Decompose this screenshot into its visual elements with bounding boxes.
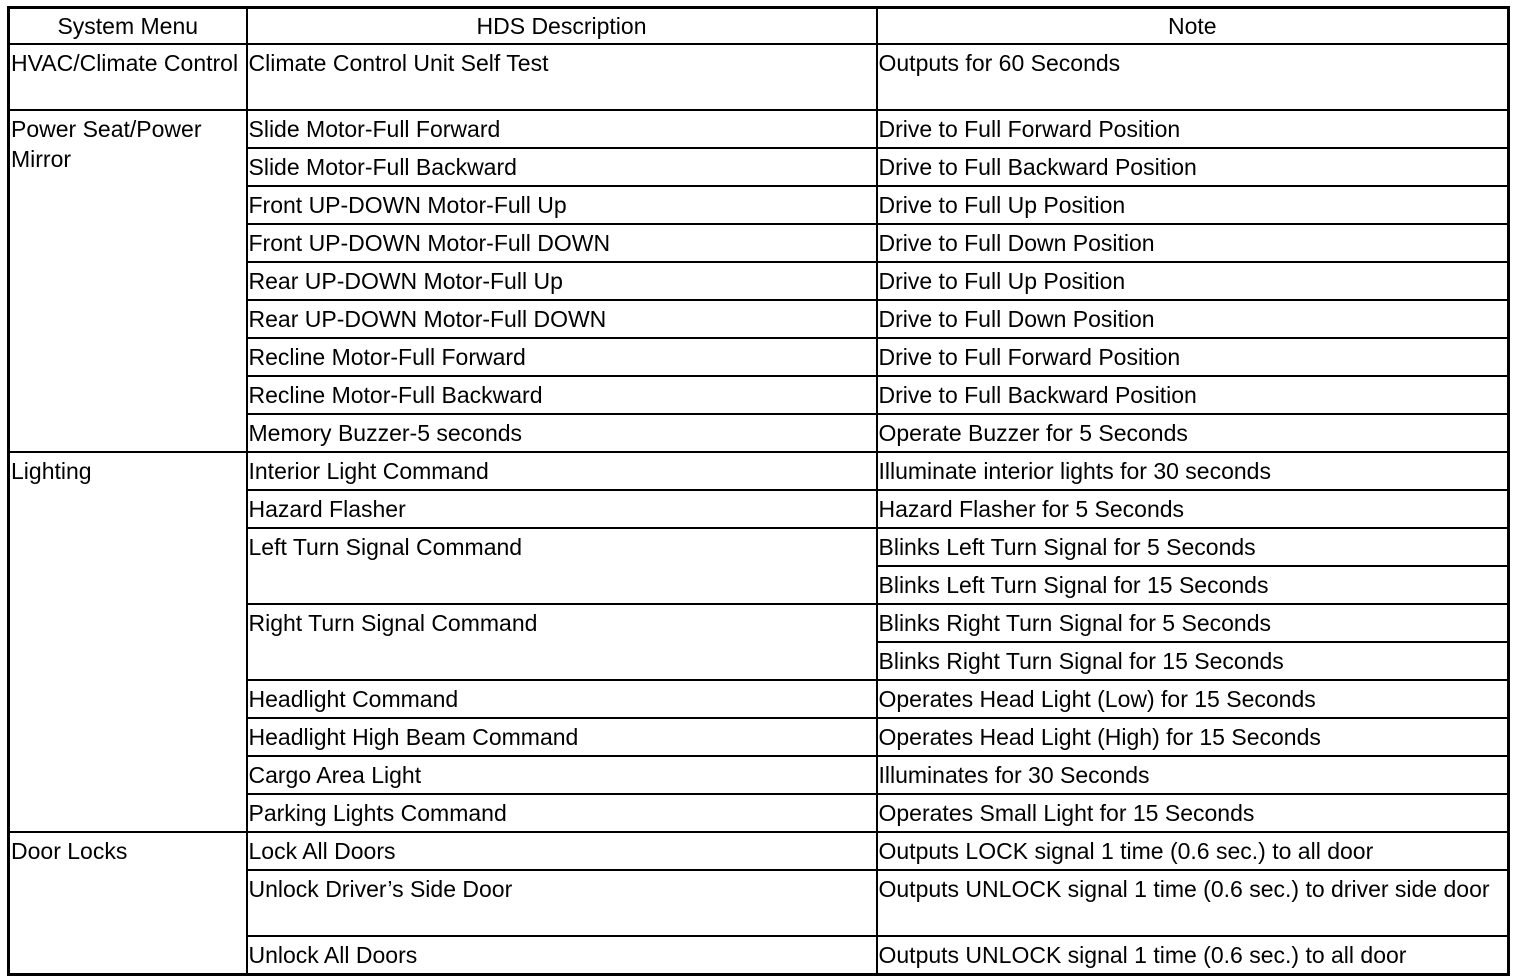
hds-description-cell: Left Turn Signal Command [247,528,877,604]
hds-description-cell: Slide Motor-Full Forward [247,110,877,148]
header-hds-description: HDS Description [247,8,877,45]
hds-function-table [7,6,1510,976]
note-cell: Operates Small Light for 15 Seconds [877,794,1509,832]
note-cell: Outputs for 60 Seconds [877,44,1509,110]
table-row [9,452,1509,490]
note-cell: Drive to Full Up Position [877,186,1509,224]
hds-description-cell: Headlight Command [247,680,877,718]
hds-description-cell: Rear UP-DOWN Motor-Full DOWN [247,300,877,338]
system-menu-cell: HVAC/Climate Control [9,44,247,110]
note-cell: Illuminates for 30 Seconds [877,756,1509,794]
note-cell: Operates Head Light (Low) for 15 Seconds [877,680,1509,718]
hds-description-cell: Hazard Flasher [247,490,877,528]
hds-description-cell: Interior Light Command [247,452,877,490]
hds-description-cell: Right Turn Signal Command [247,604,877,680]
note-cell: Outputs UNLOCK signal 1 time (0.6 sec.) to driver side door [877,870,1509,936]
system-menu-cell: Power Seat/Power Mirror [9,110,247,452]
hds-description-cell: Unlock All Doors [247,936,877,975]
note-cell: Drive to Full Backward Position [877,376,1509,414]
note-cell: Drive to Full Down Position [877,224,1509,262]
table-body [9,44,1509,975]
hds-description-cell: Memory Buzzer-5 seconds [247,414,877,452]
note-cell: Blinks Left Turn Signal for 15 Seconds [877,566,1509,604]
hds-description-cell: Slide Motor-Full Backward [247,148,877,186]
table-row [9,832,1509,870]
table-row [9,44,1509,110]
note-cell: Operate Buzzer for 5 Seconds [877,414,1509,452]
note-cell: Drive to Full Forward Position [877,110,1509,148]
note-cell: Outputs UNLOCK signal 1 time (0.6 sec.) to all door [877,936,1509,975]
note-cell: Drive to Full Up Position [877,262,1509,300]
note-cell: Outputs LOCK signal 1 time (0.6 sec.) to all door [877,832,1509,870]
header-system-menu: System Menu [9,8,247,45]
system-menu-cell: Lighting [9,452,247,832]
system-menu-cell: Door Locks [9,832,247,975]
header-note: Note [877,8,1509,45]
hds-description-cell: Recline Motor-Full Backward [247,376,877,414]
header-row [9,8,1509,45]
note-cell: Drive to Full Forward Position [877,338,1509,376]
hds-description-cell: Unlock Driver’s Side Door [247,870,877,936]
note-cell: Illuminate interior lights for 30 seconds [877,452,1509,490]
hds-description-cell: Front UP-DOWN Motor-Full DOWN [247,224,877,262]
note-cell: Hazard Flasher for 5 Seconds [877,490,1509,528]
hds-description-cell: Recline Motor-Full Forward [247,338,877,376]
hds-description-cell: Cargo Area Light [247,756,877,794]
hds-description-cell: Rear UP-DOWN Motor-Full Up [247,262,877,300]
hds-description-cell: Lock All Doors [247,832,877,870]
hds-description-cell: Headlight High Beam Command [247,718,877,756]
note-cell: Operates Head Light (High) for 15 Seconds [877,718,1509,756]
table-row [9,110,1509,148]
note-cell: Blinks Left Turn Signal for 5 Seconds [877,528,1509,566]
note-cell: Blinks Right Turn Signal for 5 Seconds [877,604,1509,642]
hds-description-cell: Parking Lights Command [247,794,877,832]
note-cell: Drive to Full Backward Position [877,148,1509,186]
hds-description-cell: Front UP-DOWN Motor-Full Up [247,186,877,224]
note-cell: Blinks Right Turn Signal for 15 Seconds [877,642,1509,680]
hds-description-cell: Climate Control Unit Self Test [247,44,877,110]
note-cell: Drive to Full Down Position [877,300,1509,338]
